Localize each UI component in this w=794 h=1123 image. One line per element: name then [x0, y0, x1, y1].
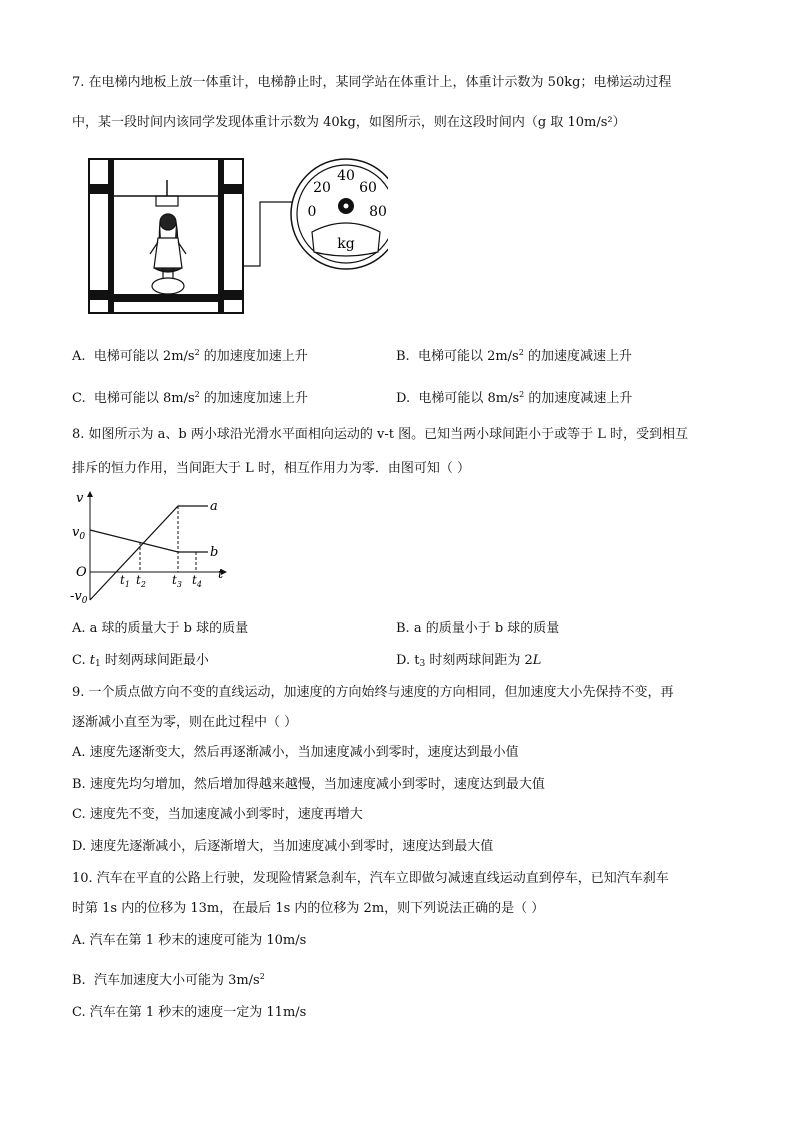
tick-t1: $t_1$ — [120, 573, 130, 589]
q8-stem-line1: 8. 如图所示为 a、b 两小球沿光滑水平面相向运动的 v-t 图。已知当两小球间距小于或等于 L 时，受到相互 — [72, 427, 688, 442]
elevator-right-post — [218, 159, 224, 313]
dial-mark-20: 20 — [313, 180, 331, 196]
dial-unit-label: kg — [337, 236, 355, 252]
neg-v0-label: $-v_0$ — [70, 589, 88, 606]
q9-option-d[interactable]: D. 速度先逐渐减小，后逐渐增大，当加速度减小到零时，速度达到最大值 — [72, 839, 494, 854]
q9-option-c[interactable]: C. 速度先不变，当加速度减小到零时，速度再增大 — [72, 807, 363, 822]
dial-mark-40: 40 — [337, 168, 355, 184]
origin-label: O — [76, 565, 87, 580]
vt-graph — [68, 490, 238, 610]
q10-option-a[interactable]: A. 汽车在第 1 秒末的速度可能为 10m/s — [72, 933, 307, 948]
elevator-bracket-bl — [89, 290, 108, 300]
q8-option-d[interactable]: D. $t_3$ 时刻两球间距为 2L — [396, 653, 542, 669]
dial-mark-60: 60 — [359, 180, 377, 196]
v0-label: $v_0$ — [72, 525, 86, 542]
curve-b — [90, 530, 208, 552]
q8-option-c[interactable]: C. $t_1$ 时刻两球间距最小 — [72, 653, 209, 669]
q8-option-b[interactable]: B. a 的质量小于 b 球的质量 — [396, 621, 560, 636]
curve-a-label: a — [210, 499, 218, 514]
q9-stem-line1: 9. 一个质点做方向不变的直线运动，加速度的方向始终与速度的方向相同，但加速度大小先保持不变，再 — [72, 685, 674, 700]
curve-a — [90, 506, 208, 600]
dial-needle-center — [344, 204, 349, 209]
q7-option-b[interactable]: B. 电梯可能以 $2m/s^2$ 的加速度减速上升 — [396, 348, 632, 364]
elevator-bracket-tr — [224, 184, 243, 194]
t-axis-label: t — [218, 567, 224, 582]
elevator-floor — [114, 294, 218, 302]
dial-mark-0: 0 — [307, 204, 317, 220]
elevator-figure — [88, 156, 388, 316]
q7-stem-line2: 中，某一段时间内该同学发现体重计示数为 40kg，如图所示，则在这段时间内（g 取 10m/s²） — [72, 115, 626, 130]
q9-option-b[interactable]: B. 速度先均匀增加，然后增加得越来越慢，当加速度减小到零时，速度达到最大值 — [72, 777, 545, 792]
connector-line — [243, 202, 292, 266]
q10-option-b[interactable]: B. 汽车加速度大小可能为 $3m/s^2$ — [72, 972, 265, 988]
elevator-bracket-br — [224, 290, 243, 300]
q7-option-a[interactable]: A. 电梯可能以 $2m/s^2$ 的加速度加速上升 — [72, 348, 308, 364]
q8-option-a[interactable]: A. a 球的质量大于 b 球的质量 — [72, 621, 249, 636]
q10-option-c[interactable]: C. 汽车在第 1 秒末的速度一定为 11m/s — [72, 1005, 307, 1020]
q9-option-a[interactable]: A. 速度先逐渐变大，然后再逐渐减小，当加速度减小到零时，速度达到最小值 — [72, 745, 519, 760]
ceiling-lamp — [156, 196, 178, 206]
q7-option-d[interactable]: D. 电梯可能以 $8m/s^2$ 的加速度减速上升 — [396, 390, 633, 406]
girl-figure — [150, 214, 186, 280]
curve-b-label: b — [210, 545, 219, 560]
v-axis-label: v — [76, 491, 84, 506]
elevator-left-post — [108, 159, 114, 313]
q10-stem-line1: 10. 汽车在平直的公路上行驶，发现险情紧急刹车，汽车立即做匀减速直线运动直到停车，已知汽车刹车 — [72, 871, 669, 886]
tick-t4: $t_4$ — [192, 573, 202, 589]
tick-t2: $t_2$ — [136, 573, 146, 589]
elevator-bracket-tl — [89, 184, 108, 194]
q9-stem-line2: 逐渐减小直至为零，则在此过程中（ ） — [72, 715, 298, 730]
tick-t3: $t_3$ — [172, 573, 182, 589]
q7-stem-line1: 7. 在电梯内地板上放一体重计，电梯静止时，某同学站在体重计上，体重计示数为 50kg；电梯运动过程 — [72, 75, 672, 90]
dial-mark-80: 80 — [369, 204, 387, 220]
scale-on-floor — [152, 278, 184, 294]
q10-stem-line2: 时第 1s 内的位移为 13m，在最后 1s 内的位移为 2m，则下列说法正确的是（ ） — [72, 901, 545, 916]
q7-option-c[interactable]: C. 电梯可能以 $8m/s^2$ 的加速度加速上升 — [72, 390, 308, 406]
q8-stem-line2: 排斥的恒力作用，当间距大于 L 时，相互作用力为零．由图可知（ ） — [72, 461, 471, 476]
